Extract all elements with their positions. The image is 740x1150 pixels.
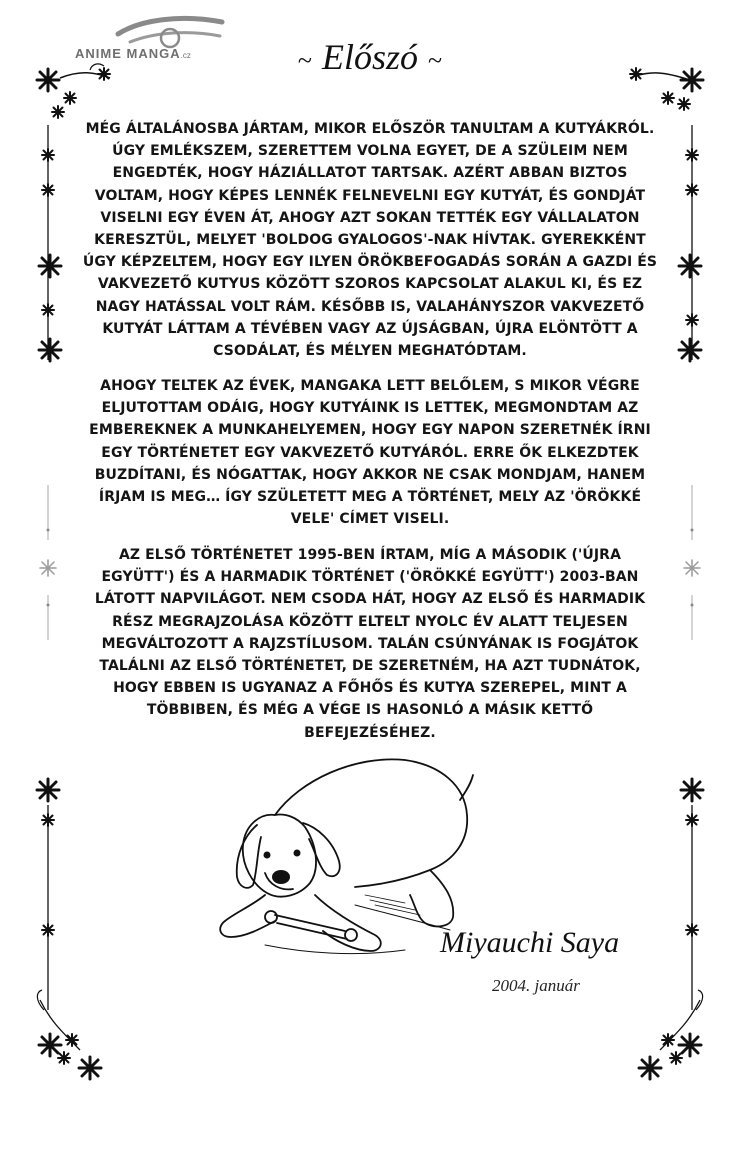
title-dash-right: ~ [428, 45, 443, 75]
corner-bottom-right [639, 779, 703, 1079]
corner-top-left [37, 64, 110, 361]
signature-date: 2004. január [492, 976, 580, 995]
watermark-suffix: .cz [180, 51, 191, 60]
corner-bottom-left [37, 779, 101, 1079]
title-dash-left: ~ [297, 45, 312, 75]
paragraph-1: MÉG ÁLTALÁNOSBA JÁRTAM, MIKOR ELŐSZÖR TANULTAM A KUTYÁKRÓL. ÚGY EMLÉKSZEM, SZERETTEM VOLNA EGYET, DE A SZÜLEIM NEM ENGEDTÉK, HOGY HÁZIÁLLATOT TARTSAK. AZÉRT ABBAN BIZTOS VOLTAM, HOGY KÉPES LENNÉK FELNEVELNI EGY KUTYÁT, ÉS GONDJÁT VISELNI EGY ÉVEN ÁT, AHOGY AZT SOKAN TETTÉK EGY VÁLLALATON KERESZTÜL, MELYET 'BOLDOG GYALOGOS'-NAK HÍVTAK. GYEREKKÉNT ÚGY KÉPZELTEM, HOGY EGY ILYEN ÖRÖKBEFOGADÁS SORÁN A GAZDI ÉS VAKVEZETŐ KUTYUS KÖZÖTT SZOROS KAPCSOLAT ALAKUL KI, ÉS EZ NAGY HATÁSSAL VOLT RÁM. KÉSŐBB IS, VALAHÁNYSZOR VAKVEZETŐ KUTYÁT LÁTTAM A TÉVÉBEN VAGY AZ ÚJSÁGBAN, ÚJRA ELÖNTÖTT A CSODÁLAT, ÉS MÉLYEN MEGHATÓDTAM. [82, 121, 658, 360]
title-text: Előszó [321, 37, 418, 77]
side-accent-right [684, 485, 700, 640]
paragraph-2: AHOGY TELTEK AZ ÉVEK, MANGAKA LETT BELŐLEM, S MIKOR VÉGRE ELJUTOTTAM ODÁIG, HOGY KUTYÁINK IS LETTEK, MEGMONDTAM AZ EMBEREKNEK A MUNKAHELYEMEN, HOGY EGY NAPON SZERETNÉK ÍRNI EGY TÖRTÉNETET EGY VAKVEZETŐ KUTYÁRÓL. ERRE ŐK ELKEZDTEK BUZDÍTANI, ÉS NÓGATTAK, HOGY AKKOR NE CSAK MONDJAM, HANEM ÍRJAM IS MEG… ÍGY SZÜLETETT MEG A TÖRTÉNET, MELY AZ 'ÖRÖKKÉ VELE' CÍMET VISELI. [89, 378, 651, 528]
author-signature: Miyauchi Saya [440, 926, 620, 959]
paragraph-3: AZ ELSŐ TÖRTÉNETET 1995-BEN ÍRTAM, MÍG A MÁSODIK ('ÚJRA EGYÜTT') ÉS A HARMADIK TÖRTÉNET ('ÖRÖKKÉ EGYÜTT') 2003-BAN LÁTOTT NAPVILÁGOT. NEM CSODA HÁT, HOGY AZ ELSŐ ÉS HARMADIK RÉSZ MEGRAJZOLÁSA KÖZÖTT ELTELT NYOLC ÉV ALATT TELJESEN MEGVÁLTOZOTT A RAJZSTÍLUSOM. TALÁN CSÚNYÁNAK IS FOGJÁTOK TALÁLNI AZ ELSŐ TÖRTÉNETET, DE SZERETNÉM, HA AZT TUDNÁTOK, HOGY EBBEN IS UGYANAZ A FŐHŐS ÉS KUTYA SZEREPEL, MINT A TÖBBIBEN, ÉS MÉG A VÉGE IS HASONLÓ A MÁSIK KETTŐ BEFEJEZÉSÉHEZ. [94, 547, 646, 741]
corner-top-right [630, 68, 703, 361]
side-accent-left [40, 485, 56, 640]
watermark-main: ANIME MANGA [75, 46, 181, 61]
puppy-illustration [205, 745, 475, 960]
